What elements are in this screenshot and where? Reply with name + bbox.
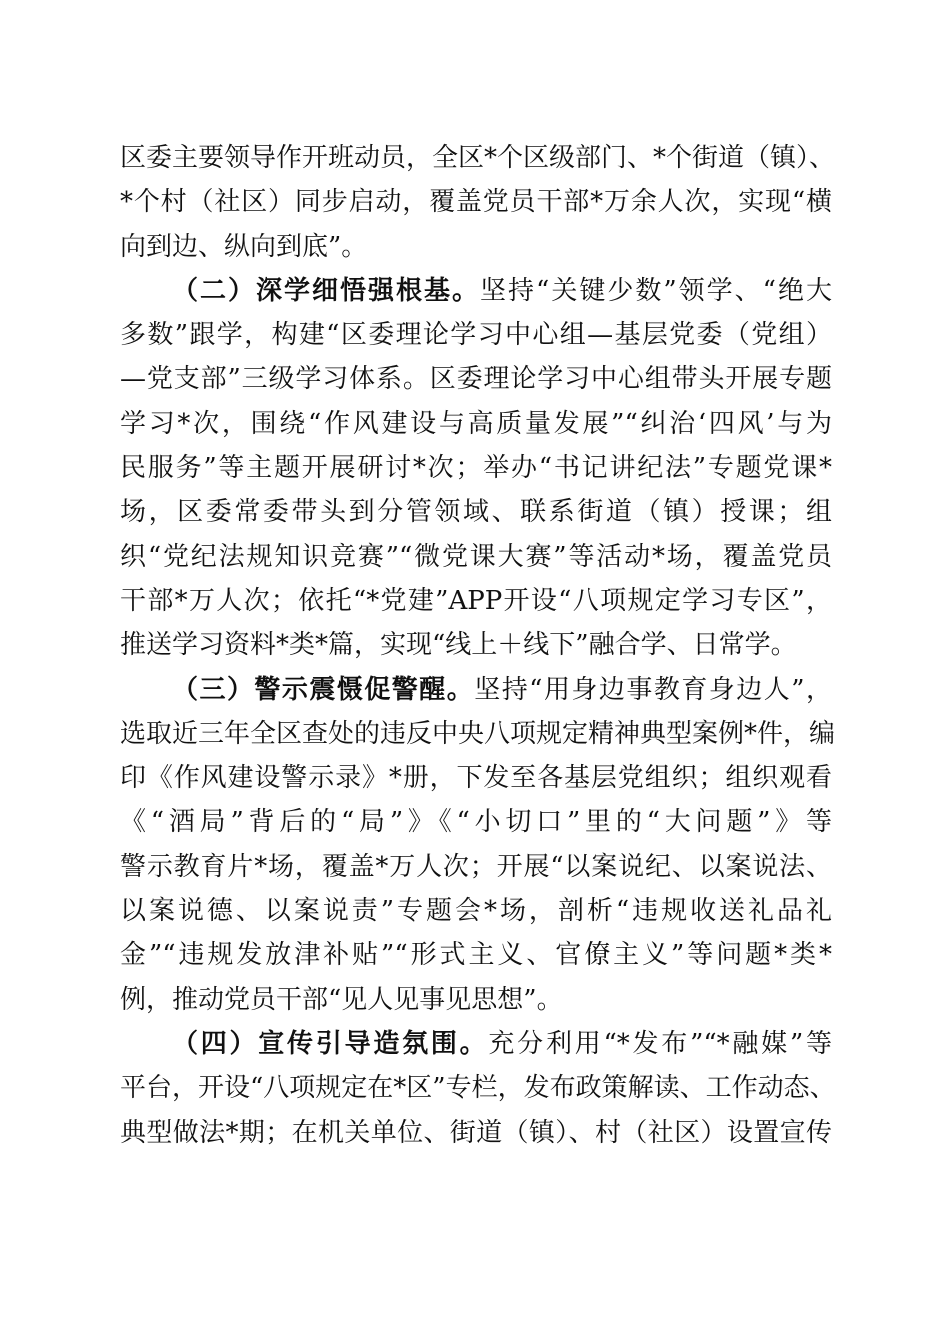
paragraph-warning-education — [120, 668, 836, 1022]
text-line: 平台，开设“八项规定在*区”专栏，发布政策解读、工作动态、 — [120, 1073, 836, 1104]
section-heading: （三）警示震慑促警醒。 — [172, 674, 475, 705]
text-line: 学习*次，围绕“作风建设与高质量发展”“纠治‘四风’与为 — [120, 408, 832, 439]
text-line: 典型做法*期；在机关单位、街道（镇）、村（社区）设置宣传 — [120, 1117, 832, 1148]
section-heading: （二）深学细悟强根基。 — [172, 275, 481, 306]
text-line: 场，区委常委带头到分管领域、联系街道（镇）授课；组 — [120, 497, 832, 528]
text-span: 充分利用“*发布”“*融媒”等 — [488, 1028, 832, 1059]
text-line: 多数”跟学，构建“区委理论学习中心组—基层党委（党组） — [120, 320, 832, 351]
text-line: 印《作风建设警示录》*册，下发至各基层党组织；组织观看 — [120, 763, 832, 794]
text-line: —党支部”三级学习体系。区委理论学习中心组带头开展专题 — [120, 364, 832, 395]
paragraph-continuation — [120, 136, 836, 269]
section-heading: （四）宣传引导造氛围。 — [172, 1028, 489, 1059]
text-line: *个村（社区）同步启动，覆盖党员干部*万余人次，实现“横 — [120, 187, 832, 218]
text-line: 以案说德、以案说责”专题会*场，剖析“违规收送礼品礼 — [120, 896, 832, 927]
text-line: 金”“违规发放津补贴”“形式主义、官僚主义”等问题*类* — [120, 940, 832, 971]
text-line: 民服务”等主题开展研讨*次；举办“书记讲纪法”专题党课* — [120, 453, 832, 484]
document-body — [120, 136, 836, 1155]
text-span: 坚持“关键少数”领学、“绝大 — [480, 275, 832, 306]
text-line — [120, 1022, 832, 1066]
paragraph-deep-study — [120, 269, 832, 668]
text-line: 警示教育片*场，覆盖*万人次；开展“以案说纪、以案说法、 — [120, 851, 832, 882]
text-line: 向到边、纵向到底”。 — [120, 231, 368, 262]
text-line: 织“党纪法规知识竞赛”“微党课大赛”等活动*场，覆盖党员 — [120, 541, 832, 572]
text-line: 干部*万人次；依托“*党建”APP开设“八项规定学习专区”， — [120, 585, 832, 616]
text-line: 区委主要领导作开班动员，全区*个区级部门、*个街道（镇）、 — [120, 143, 836, 173]
text-line — [120, 269, 832, 313]
text-line: 推送学习资料*类*篇，实现“线上＋线下”融合学、日常学。 — [120, 630, 797, 661]
text-line: 《“酒局”背后的“局”》《“小切口”里的“大问题”》等 — [120, 807, 832, 838]
text-line — [120, 668, 832, 712]
text-span: 坚持“用身边事教育身边人”， — [474, 674, 832, 705]
text-line: 例，推动党员干部“见人见事见思想”。 — [120, 984, 563, 1015]
text-line: 选取近三年全区查处的违反中央八项规定精神典型案例*件，编 — [120, 718, 836, 749]
paragraph-publicity — [120, 1022, 836, 1155]
